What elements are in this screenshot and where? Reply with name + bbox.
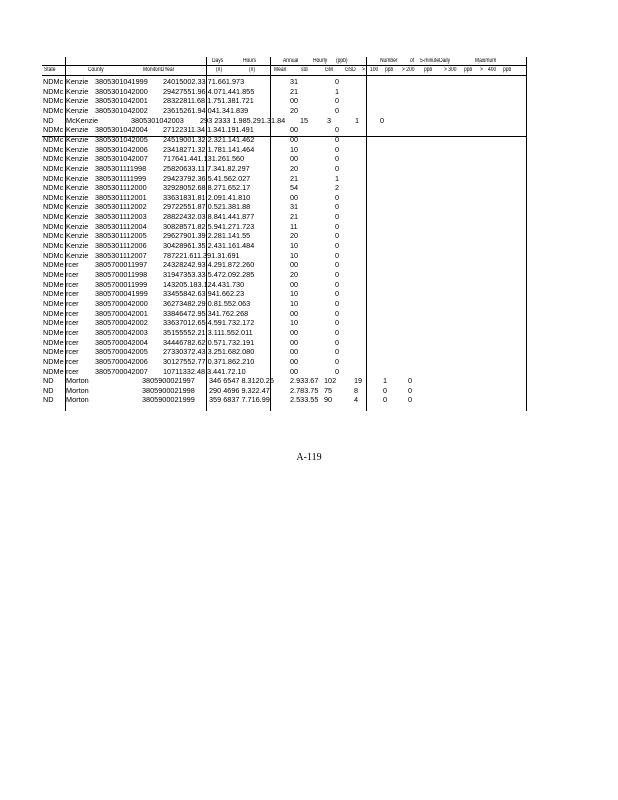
state-cell: NDMc bbox=[43, 202, 64, 212]
table-row bbox=[0, 241, 618, 250]
state-cell: NDMc bbox=[43, 250, 64, 260]
monitor-cell: 3805700011998 bbox=[95, 270, 148, 279]
gm-cell: 0 bbox=[335, 318, 340, 328]
values-cell: 787221.611.391.31.691 bbox=[163, 250, 240, 260]
header-monitor-year: MonitorIDYear bbox=[143, 67, 175, 73]
header-ppb-1: ppb bbox=[385, 67, 394, 73]
state-cell: NDMc bbox=[43, 77, 64, 86]
county-cell: rcer bbox=[66, 366, 79, 376]
count-300-cell: 0 bbox=[408, 385, 413, 395]
county-cell: Kenzie bbox=[66, 250, 89, 260]
header-gt-100: > bbox=[362, 67, 365, 73]
gm-cell: 0 bbox=[335, 154, 340, 164]
gm-cell: 0 bbox=[335, 279, 340, 289]
values-cell: 23418271.32 1.781.141.464 bbox=[163, 144, 255, 154]
state-cell: NDMe bbox=[43, 270, 64, 279]
values-cell: 25820633.11 7.341.82.297 bbox=[163, 163, 250, 173]
table-row bbox=[0, 87, 618, 96]
header-hourly: Hourly bbox=[313, 58, 328, 64]
gm-cell: 1 bbox=[335, 173, 340, 183]
table-row bbox=[0, 145, 618, 154]
header-maximum: Maximum bbox=[475, 58, 497, 64]
mean-cell: 21 bbox=[290, 212, 299, 222]
mean-cell: 00 bbox=[290, 134, 299, 144]
gm-cell: 0 bbox=[335, 298, 340, 308]
state-cell: ND bbox=[43, 385, 54, 395]
values-cell: 359 6837 7.716.99 bbox=[209, 395, 270, 405]
state-cell: NDMc bbox=[43, 183, 64, 193]
county-cell: rcer bbox=[66, 318, 79, 328]
county-cell: Kenzie bbox=[66, 231, 89, 241]
gm-cell: 3 bbox=[327, 115, 332, 125]
table-row bbox=[0, 367, 618, 376]
gm-cell: 0 bbox=[335, 327, 340, 337]
table-row bbox=[0, 164, 618, 173]
gm-cell: 0 bbox=[335, 356, 340, 366]
monitor-cell: 3805700041999 bbox=[95, 289, 148, 299]
mean-cell: 00 bbox=[290, 192, 299, 202]
county-cell: rcer bbox=[66, 327, 79, 337]
state-cell: ND bbox=[43, 395, 54, 405]
values-cell: 293 2333 1.985.291.31.84 bbox=[200, 115, 286, 125]
gm-cell: 0 bbox=[335, 96, 340, 106]
mean-cell: 00 bbox=[290, 154, 299, 164]
county-cell: rcer bbox=[66, 298, 79, 308]
header-n-days: (n) bbox=[216, 67, 223, 73]
mean-cell: 2.783.75 bbox=[290, 385, 319, 395]
count-100-cell: 1 bbox=[355, 115, 360, 125]
gm-cell: 75 bbox=[324, 385, 333, 395]
monitor-cell: 3805700042007 bbox=[95, 366, 148, 376]
state-cell: NDMe bbox=[43, 279, 64, 289]
count-200-cell: 0 bbox=[383, 385, 388, 395]
header-ppb-3: ppb bbox=[464, 67, 473, 73]
header-5-minute-daily: 5-minuteDaily bbox=[420, 58, 451, 64]
header-gt-200: > 200 bbox=[402, 67, 415, 73]
count-300-cell: 0 bbox=[408, 395, 413, 405]
values-cell: 36273482.29 0.81.552.063 bbox=[163, 298, 251, 308]
values-cell: 29427551.96 4.071.441.855 bbox=[163, 86, 255, 96]
mean-cell: 31 bbox=[290, 202, 299, 212]
state-cell: NDMc bbox=[43, 105, 64, 115]
mean-cell: 31 bbox=[290, 77, 299, 86]
count-200-cell: 1 bbox=[383, 376, 388, 386]
table-row bbox=[0, 154, 618, 163]
county-cell: Morton bbox=[66, 395, 89, 405]
values-cell: 33637012.65 4.591.732.172 bbox=[163, 318, 255, 328]
state-cell: NDMc bbox=[43, 144, 64, 154]
state-cell: NDMc bbox=[43, 241, 64, 251]
monitor-cell: 3805301111999 bbox=[95, 173, 147, 183]
mean-cell: 00 bbox=[290, 279, 299, 289]
mean-cell: 10 bbox=[290, 289, 299, 299]
values-cell: 30428961.35 2.431.161.484 bbox=[163, 241, 255, 251]
header-ppb: (ppb) bbox=[336, 58, 348, 64]
county-cell: Kenzie bbox=[66, 241, 89, 251]
table-row bbox=[0, 280, 618, 289]
header-top-rule bbox=[42, 65, 526, 66]
mean-cell: 10 bbox=[290, 250, 299, 260]
header-100: 100 bbox=[370, 67, 379, 73]
gm-cell: 0 bbox=[335, 212, 340, 222]
header-gm: GM bbox=[325, 67, 333, 73]
state-cell: NDMc bbox=[43, 125, 64, 135]
values-cell: 143205.183.124.431.730 bbox=[163, 279, 245, 289]
mean-cell: 10 bbox=[290, 241, 299, 251]
mean-cell: 21 bbox=[290, 173, 299, 183]
county-cell: Kenzie bbox=[66, 173, 89, 183]
monitor-cell: 3805301042002 bbox=[95, 105, 148, 115]
monitor-cell: 3805301112007 bbox=[95, 250, 147, 260]
table-row bbox=[0, 193, 618, 202]
county-cell: Kenzie bbox=[66, 77, 89, 86]
monitor-cell: 3805700042000 bbox=[95, 298, 148, 308]
gm-cell: 0 bbox=[335, 347, 340, 357]
table-row bbox=[0, 309, 618, 318]
mean-cell: 00 bbox=[290, 125, 299, 135]
monitor-cell: 3805301042001 bbox=[95, 96, 148, 106]
table-row bbox=[0, 183, 618, 192]
county-cell: Kenzie bbox=[66, 163, 89, 173]
values-cell: 33846472.95 341.762.268 bbox=[163, 308, 249, 318]
gm-cell: 0 bbox=[335, 270, 340, 279]
mean-cell: 11 bbox=[290, 221, 298, 231]
mean-cell: 20 bbox=[290, 270, 299, 279]
state-cell: NDMc bbox=[43, 173, 64, 183]
county-cell: Kenzie bbox=[66, 154, 89, 164]
gm-cell: 0 bbox=[335, 289, 340, 299]
table-row bbox=[0, 174, 618, 183]
state-cell: NDMe bbox=[43, 289, 64, 299]
gm-cell: 2 bbox=[335, 183, 340, 193]
gm-cell: 90 bbox=[324, 395, 333, 405]
count-100-cell: 8 bbox=[354, 385, 359, 395]
values-cell: 27122311.34 1.341.191.491 bbox=[163, 125, 254, 135]
header-mean: Mean bbox=[274, 67, 287, 73]
monitor-cell: 3805301112005 bbox=[95, 231, 147, 241]
header-state: State bbox=[44, 67, 56, 73]
gm-cell: 1 bbox=[335, 86, 340, 96]
state-cell: NDMe bbox=[43, 308, 64, 318]
state-cell: NDMe bbox=[43, 366, 64, 376]
county-cell: Kenzie bbox=[66, 202, 89, 212]
gm-cell: 0 bbox=[335, 134, 340, 144]
gm-cell: 0 bbox=[335, 308, 340, 318]
county-cell: Kenzie bbox=[66, 221, 89, 231]
county-cell: Morton bbox=[66, 376, 89, 386]
gm-cell: 0 bbox=[335, 337, 340, 347]
gm-cell: 0 bbox=[335, 163, 340, 173]
state-cell: NDMc bbox=[43, 212, 64, 222]
header-std: std bbox=[301, 67, 308, 73]
mean-cell: 00 bbox=[290, 96, 299, 106]
header-number: Number bbox=[380, 58, 398, 64]
header-hours: Hours bbox=[243, 58, 257, 64]
table-row bbox=[0, 222, 618, 231]
mean-cell: 10 bbox=[290, 298, 299, 308]
values-cell: 33455842.63 941.662.23 bbox=[163, 289, 245, 299]
values-cell: 23615261.94 041.341.839 bbox=[163, 105, 249, 115]
county-cell: rcer bbox=[66, 260, 79, 270]
county-cell: rcer bbox=[66, 356, 79, 366]
values-cell: 346 6547 8.3120.26 bbox=[209, 376, 274, 386]
values-cell: 717641.441.131.261.560 bbox=[163, 154, 245, 164]
header-gt-300: > 300 bbox=[444, 67, 457, 73]
table-row bbox=[0, 347, 618, 356]
monitor-cell: 3805700011997 bbox=[95, 260, 148, 270]
monitor-cell: 3805301112003 bbox=[95, 212, 147, 222]
monitor-cell: 3805900021999 bbox=[142, 395, 195, 405]
gm-cell: 0 bbox=[335, 202, 340, 212]
gm-cell: 0 bbox=[335, 77, 340, 86]
table-row bbox=[0, 106, 618, 115]
county-cell: rcer bbox=[66, 337, 79, 347]
table-row bbox=[0, 135, 618, 144]
header-bottom-rule bbox=[42, 75, 526, 76]
table-row bbox=[0, 260, 618, 269]
county-cell: rcer bbox=[66, 308, 79, 318]
values-cell: 30127552.77 0.371.862.210 bbox=[163, 356, 255, 366]
table-row bbox=[0, 77, 618, 86]
values-cell: 28322811.68 1.751.381.721 bbox=[163, 96, 254, 106]
values-cell: 27330372.43 3.251.682.080 bbox=[163, 347, 255, 357]
monitor-cell: 3805301112000 bbox=[95, 183, 147, 193]
county-cell: rcer bbox=[66, 279, 79, 289]
count-100-cell: 19 bbox=[354, 376, 363, 386]
mean-cell: 20 bbox=[290, 105, 299, 115]
county-cell: rcer bbox=[66, 270, 79, 279]
table-row bbox=[0, 386, 618, 395]
values-cell: 24015002.33 71.661.973 bbox=[163, 77, 245, 86]
table-row bbox=[0, 231, 618, 240]
gm-cell: 0 bbox=[335, 221, 340, 231]
count-300-cell: 0 bbox=[408, 376, 413, 386]
values-cell: 32928052.68 8.271.652.17 bbox=[163, 183, 251, 193]
monitor-cell: 3805301112004 bbox=[95, 221, 147, 231]
monitor-cell: 3805301112001 bbox=[95, 192, 147, 202]
monitor-cell: 3805900021997 bbox=[142, 376, 195, 386]
monitor-cell: 3805301042000 bbox=[95, 86, 148, 96]
monitor-cell: 3805301042007 bbox=[95, 154, 148, 164]
mean-cell: 10 bbox=[290, 318, 299, 328]
mean-cell: 20 bbox=[290, 231, 299, 241]
state-cell: NDMc bbox=[43, 86, 64, 96]
mean-cell: 00 bbox=[290, 308, 299, 318]
monitor-cell: 3805700042005 bbox=[95, 347, 148, 357]
county-cell: McKenzie bbox=[66, 115, 99, 125]
table-row bbox=[0, 299, 618, 308]
values-cell: 28822432.03 8.841.441.877 bbox=[163, 212, 255, 222]
header-gsd: GSD bbox=[345, 67, 356, 73]
mean-cell: 2.933.67 bbox=[290, 376, 319, 386]
count-200-cell: 0 bbox=[383, 395, 388, 405]
county-cell: Morton bbox=[66, 385, 89, 395]
mean-cell: 20 bbox=[290, 163, 299, 173]
monitor-cell: 3805700011999 bbox=[95, 279, 148, 289]
table-row bbox=[0, 289, 618, 298]
county-cell: Kenzie bbox=[66, 105, 89, 115]
header-n-hours: (n) bbox=[249, 67, 256, 73]
page-number: A-119 bbox=[296, 452, 322, 463]
monitor-cell: 3805301112006 bbox=[95, 241, 147, 251]
table-row bbox=[0, 395, 618, 404]
values-cell: 29722551.87 0.521.381.88 bbox=[163, 202, 251, 212]
gm-cell: 0 bbox=[335, 192, 340, 202]
state-cell: NDMe bbox=[43, 260, 64, 270]
county-cell: Kenzie bbox=[66, 212, 89, 222]
table-row bbox=[0, 338, 618, 347]
county-cell: Kenzie bbox=[66, 192, 89, 202]
state-cell: NDMc bbox=[43, 163, 64, 173]
county-cell: Kenzie bbox=[66, 144, 89, 154]
state-cell: NDMc bbox=[43, 192, 64, 202]
monitor-cell: 3805301111998 bbox=[95, 163, 147, 173]
values-cell: 30828571.82 5.941.271.723 bbox=[163, 221, 255, 231]
state-cell: NDMe bbox=[43, 298, 64, 308]
state-cell: NDMc bbox=[43, 134, 64, 144]
values-cell: 10711332.48 3.441.72.10 bbox=[163, 366, 246, 376]
county-cell: Kenzie bbox=[66, 86, 89, 96]
county-cell: Kenzie bbox=[66, 134, 89, 144]
monitor-cell: 3805700042003 bbox=[95, 327, 148, 337]
values-cell: 29627901.39 2.281.141.55 bbox=[163, 231, 251, 241]
monitor-cell: 3805301042005 bbox=[95, 134, 148, 144]
values-cell: 290 4696 9.322.47 bbox=[209, 385, 270, 395]
header-ppb-4: ppb bbox=[503, 67, 512, 73]
table-row bbox=[0, 212, 618, 221]
header-gt-400: > bbox=[480, 67, 483, 73]
table-row bbox=[0, 125, 618, 134]
table-row bbox=[0, 96, 618, 105]
state-cell: ND bbox=[43, 115, 54, 125]
values-cell: 35155552.21 3.111.552.011 bbox=[163, 327, 253, 337]
state-cell: NDMe bbox=[43, 318, 64, 328]
mean-cell: 00 bbox=[290, 337, 299, 347]
monitor-cell: 3805700042004 bbox=[95, 337, 148, 347]
monitor-cell: 3805301042004 bbox=[95, 125, 148, 135]
county-cell: Kenzie bbox=[66, 183, 89, 193]
values-cell: 24328242.93 4.291.872.260 bbox=[163, 260, 255, 270]
mean-cell: 54 bbox=[290, 183, 299, 193]
county-cell: rcer bbox=[66, 289, 79, 299]
gm-cell: 0 bbox=[335, 366, 340, 376]
monitor-cell: 3805700042002 bbox=[95, 318, 148, 328]
monitor-cell: 3805301112002 bbox=[95, 202, 147, 212]
table-row bbox=[0, 328, 618, 337]
mean-cell: 00 bbox=[290, 366, 299, 376]
values-cell: 29423792.36 5.41.562.027 bbox=[163, 173, 251, 183]
values-cell: 31947353.33 5.472.092.285 bbox=[163, 270, 255, 279]
monitor-cell: 3805700042006 bbox=[95, 356, 148, 366]
count-200-cell: 0 bbox=[380, 115, 385, 125]
gm-cell: 0 bbox=[335, 105, 340, 115]
state-cell: NDMc bbox=[43, 154, 64, 164]
table-row bbox=[0, 202, 618, 211]
county-cell: rcer bbox=[66, 347, 79, 357]
mean-cell: 10 bbox=[290, 144, 299, 154]
mean-cell: 00 bbox=[290, 356, 299, 366]
header-annual: Annual bbox=[283, 58, 299, 64]
mean-cell: 00 bbox=[290, 347, 299, 357]
state-cell: ND bbox=[43, 376, 54, 386]
monitor-cell: 3805700042001 bbox=[95, 308, 148, 318]
state-cell: NDMc bbox=[43, 231, 64, 241]
monitor-cell: 3805301042003 bbox=[131, 115, 184, 125]
state-cell: NDMe bbox=[43, 356, 64, 366]
gm-cell: 0 bbox=[335, 125, 340, 135]
mean-cell: 15 bbox=[300, 115, 309, 125]
gm-cell: 0 bbox=[335, 231, 340, 241]
values-cell: 24519001.32 2.321.141.462 bbox=[163, 134, 255, 144]
mean-cell: 21 bbox=[290, 86, 299, 96]
mean-cell: 00 bbox=[290, 327, 299, 337]
mean-cell: 2.533.55 bbox=[290, 395, 319, 405]
header-of: of bbox=[410, 58, 415, 64]
header-ppb-2: ppb bbox=[424, 67, 433, 73]
table-row bbox=[0, 116, 618, 125]
values-cell: 33631831.81 2.091.41.810 bbox=[163, 192, 251, 202]
values-cell: 34446782.62 0.571.732.191 bbox=[163, 337, 255, 347]
county-cell: Kenzie bbox=[66, 125, 89, 135]
monitor-cell: 3805301041999 bbox=[95, 77, 148, 86]
state-cell: NDMc bbox=[43, 96, 64, 106]
county-cell: Kenzie bbox=[66, 96, 89, 106]
gm-cell: 0 bbox=[335, 260, 340, 270]
gm-cell: 0 bbox=[335, 144, 340, 154]
gm-cell: 0 bbox=[335, 241, 340, 251]
gm-cell: 0 bbox=[335, 250, 340, 260]
mean-cell: 00 bbox=[290, 260, 299, 270]
gm-cell: 102 bbox=[324, 376, 337, 386]
header-days: Days bbox=[212, 58, 224, 64]
state-cell: NDMe bbox=[43, 337, 64, 347]
state-cell: NDMe bbox=[43, 347, 64, 357]
table-row bbox=[0, 251, 618, 260]
monitor-cell: 3805900021998 bbox=[142, 385, 195, 395]
state-cell: NDMc bbox=[43, 221, 64, 231]
table-row bbox=[0, 376, 618, 385]
table-row bbox=[0, 357, 618, 366]
monitor-cell: 3805301042006 bbox=[95, 144, 148, 154]
count-100-cell: 4 bbox=[354, 395, 359, 405]
table-row bbox=[0, 270, 618, 279]
header-county: County bbox=[88, 67, 104, 73]
header-400: 400 bbox=[488, 67, 497, 73]
table-row bbox=[0, 318, 618, 327]
state-cell: NDMe bbox=[43, 327, 64, 337]
